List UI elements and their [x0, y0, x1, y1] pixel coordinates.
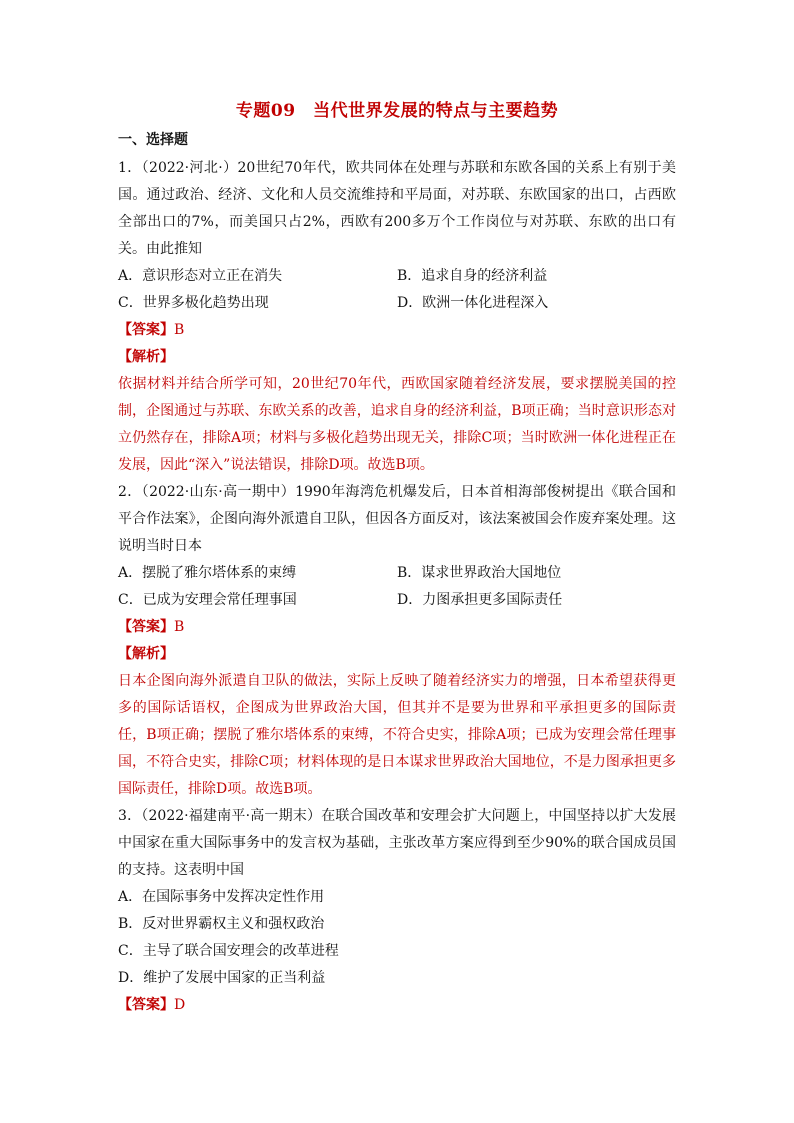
option-b: B．追求自身的经济利益: [397, 268, 548, 284]
option-a: A．摆脱了雅尔塔体系的束缚: [118, 565, 297, 581]
analysis-text: 依据材料并结合所学可知，20世纪70年代，西欧国家随着经济发展，要求摆脱美国的控制，企图通过与苏联、东欧关系的改善，追求自身的经济利益，B项正确；当时意识形态对立仍然存在，排除A项；材料与多极化趋势出现无关，排除C项；当时欧洲一体化进程正在发展，因此“深入”说法错误，排除D项。故选B项。: [118, 376, 676, 473]
option-d: D．力图承担更多国际责任: [397, 592, 563, 608]
options: [118, 263, 676, 317]
answer-value: B: [174, 322, 185, 338]
analysis-label: 【解析】: [118, 646, 174, 662]
analysis-label: 【解析】: [118, 349, 174, 365]
answer-line: [118, 317, 676, 344]
answer-value: B: [174, 619, 185, 635]
question-stem: 3．（2022·福建南平·高一期末）在联合国改革和安理会扩大问题上，中国坚持以扩大发展中国家在重大国际事务中的发言权为基础，主张改革方案应得到至少90%的联合国成员国的支持。这表明中国: [118, 808, 676, 878]
option-d: D．欧洲一体化进程深入: [397, 295, 549, 311]
option-c: C．世界多极化趋势出现: [118, 295, 269, 311]
analysis-text: 日本企图向海外派遣自卫队的做法，实际上反映了随着经济实力的增强，日本希望获得更多的国际话语权，企图成为世界政治大国，但其并不是要为世界和平承担更多的国际责任，B项正确；摆脱了雅尔塔体系的束缚，不符合史实，排除A项；已成为安理会常任理事国，不符合史实，排除C项；材料体现的是日本谋求世界政治大国地位，不是力图承担更多国际责任，排除D项。故选B项。: [118, 673, 676, 797]
answer-label: 【答案】: [118, 322, 174, 338]
option-b: B．反对世界霸权主义和强权政治: [118, 916, 325, 932]
options: [118, 560, 676, 614]
answer-value: D: [174, 997, 186, 1013]
option-b: B．谋求世界政治大国地位: [397, 565, 562, 581]
option-c: C．主导了联合国安理会的改革进程: [118, 943, 339, 959]
question-stem: 1．（2022·河北·）20世纪70年代，欧共同体在处理与苏联和东欧各国的关系上有别于美国。通过政治、经济、文化和人员交流维持和平局面，对苏联、东欧国家的出口，占西欧全部出口的7%，而美国只占2%，西欧有200多万个工作岗位与对苏联、东欧的出口有关。由此推知: [118, 160, 676, 257]
question-1: [118, 155, 676, 479]
answer-label: 【答案】: [118, 997, 174, 1013]
section-heading: 一、选择题: [118, 132, 188, 148]
options: [118, 884, 676, 992]
question-2: [118, 479, 676, 803]
answer-label: 【答案】: [118, 619, 174, 635]
question-3: [118, 803, 676, 1019]
page-title: 专题09 当代世界发展的特点与主要趋势: [235, 101, 559, 121]
option-a: A．意识形态对立正在消失: [118, 268, 283, 284]
answer-line: [118, 992, 676, 1019]
question-stem: 2．（2022·山东·高一期中）1990年海湾危机爆发后，日本首相海部俊树提出《联合国和平合作法案》，企图向海外派遣自卫队，但因各方面反对，该法案被国会作废弃案处理。这说明当时日本: [118, 484, 676, 554]
option-a: A．在国际事务中发挥决定性作用: [118, 889, 325, 905]
option-d: D．维护了发展中国家的正当利益: [118, 970, 326, 986]
option-c: C．已成为安理会常任理事国: [118, 592, 297, 608]
answer-line: [118, 614, 676, 641]
